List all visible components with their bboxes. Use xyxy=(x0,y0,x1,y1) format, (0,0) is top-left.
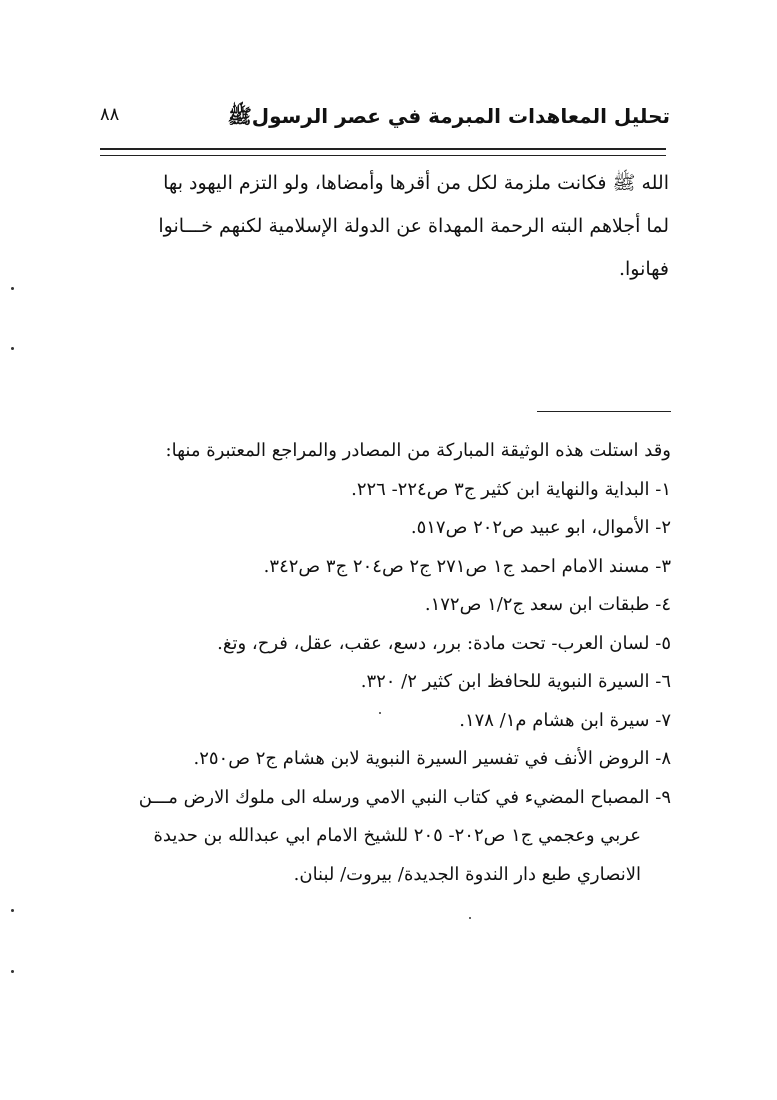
source-number: ٢- xyxy=(655,517,671,538)
source-text: لسان العرب- تحت مادة: برر، دسع، عقب، عقل، فرح، وتغ. xyxy=(217,632,650,654)
source-number: ٤- xyxy=(655,594,671,615)
main-text xyxy=(101,162,669,291)
scan-speck xyxy=(379,712,381,714)
source-item xyxy=(101,702,671,741)
footnote-separator xyxy=(537,411,671,412)
source-line xyxy=(101,779,671,818)
scan-speck xyxy=(469,917,471,919)
source-text: البداية والنهاية ابن كثير ج٣ ص٢٢٤- ٢٢٦. xyxy=(351,478,650,500)
source-text: الأموال، ابو عبيد ص٢٠٢ ص٥١٧. xyxy=(410,517,650,538)
source-item xyxy=(101,509,671,548)
source-text: طبقات ابن سعد ج١/٢ ص١٧٢. xyxy=(424,594,650,615)
scan-speck xyxy=(11,287,14,290)
source-number: ١- xyxy=(655,478,671,500)
source-item xyxy=(101,586,671,625)
source-number: ٣- xyxy=(655,555,671,577)
source-text: السيرة النبوية للحافظ ابن كثير ٢/ ٣٢٠. xyxy=(360,671,650,692)
source-text: مسند الامام احمد ج١ ص٢٧١ ج٢ ص٢٠٤ ج٣ ص٣٤٢. xyxy=(263,555,650,577)
source-item xyxy=(101,663,671,702)
source-item xyxy=(101,740,671,779)
source-number: ٥- xyxy=(655,632,671,654)
source-number: ٦- xyxy=(655,671,671,692)
source-item xyxy=(101,471,671,510)
source-text: المصباح المضيء في كتاب النبي الامي ورسله الى ملوك الارض مـــن xyxy=(138,786,650,808)
source-text: الروض الأنف في تفسير السيرة النبوية لابن هشام ج٢ ص٢٥٠. xyxy=(193,748,650,769)
source-number: ٧- xyxy=(655,709,671,731)
source-item xyxy=(101,625,671,664)
sources-intro: وقد استلت هذه الوثيقة المباركة من المصادر والمراجع المعتبرة منها: xyxy=(165,440,671,461)
source-text: سيرة ابن هشام م١/ ١٧٨. xyxy=(459,709,650,731)
text-line: الله ﷺ فكانت ملزمة لكل من أقرها وأمضاها، ولو التزم اليهود بها xyxy=(163,172,669,194)
text-line: فهانوا. xyxy=(618,258,669,280)
source-number: ٨- xyxy=(655,748,671,769)
source-number: ٩- xyxy=(655,786,671,808)
source-item xyxy=(101,548,671,587)
scan-speck xyxy=(11,970,14,973)
text-line: لما أجلاهم البته الرحمة المهداة عن الدولة الإسلامية لكنهم خـــانوا xyxy=(158,215,669,237)
scan-speck xyxy=(11,909,14,912)
source-line-continued: الانصاري طبع دار الندوة الجديدة/ بيروت/ لبنان. xyxy=(293,863,641,885)
page-number: ٨٨ xyxy=(100,104,120,125)
sources-list xyxy=(101,471,671,895)
running-title: تحليل المعاهدات المبرمة في عصر الرسولﷺ xyxy=(227,104,670,128)
page-header xyxy=(100,104,670,138)
footnote-sources xyxy=(101,432,671,894)
source-line-continued: عربي وعجمي ج١ ص٢٠٢- ٢٠٥ للشيخ الامام ابي عبدالله بن حديدة xyxy=(153,825,641,846)
source-item xyxy=(101,779,671,895)
scan-speck xyxy=(11,347,14,350)
header-double-rule xyxy=(100,148,666,156)
